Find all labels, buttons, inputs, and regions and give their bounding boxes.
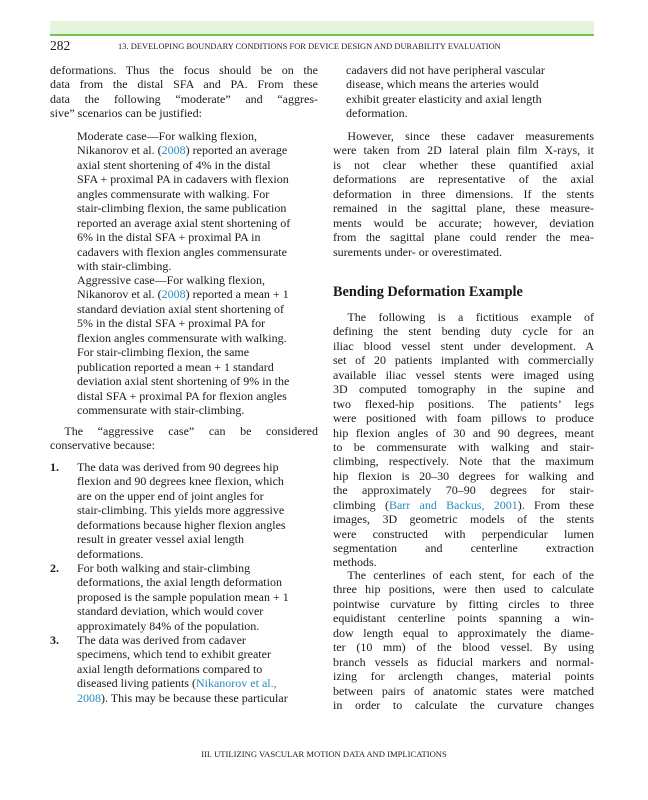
text-line: commensurate with stair-climbing. (77, 402, 245, 417)
text-line: distal SFA + proximal PA for flexion angles (77, 388, 287, 403)
text-line: defining the stent bending duty cycle for an (333, 324, 594, 339)
page-number: 282 (50, 38, 71, 53)
text-line: are on the upper end of joint angles for (77, 488, 264, 503)
text-line: hip flexion angles of 30 and 90 degrees, meant (333, 425, 594, 440)
text-line: climbing, respectively. Note that the maximum (333, 454, 594, 469)
text-line: ments would be accurate; however, deviation (333, 215, 594, 230)
text-line: surements under- or overestimated. (333, 244, 503, 259)
text-line: were taken from 2D lateral plain film X-rays, it (333, 143, 594, 158)
text-line: deformations are representative of the axial (333, 172, 594, 187)
text-line (333, 498, 594, 512)
text-line: The data was derived from cadaver (77, 633, 246, 647)
paragraph (333, 129, 594, 259)
text-segment: Nikanorov et al. ( (77, 287, 162, 302)
text-line: were constructed with perpendicular lumen (333, 526, 594, 541)
citation-link[interactable]: 2008 (161, 287, 186, 302)
text-line: axial length deformations compared to (77, 661, 263, 676)
text-line: Moderate case—For walking flexion, (77, 129, 257, 143)
text-line: deformations. (77, 546, 144, 561)
aggressive-case (77, 273, 318, 417)
text-line: is not clear whether these quantified axial (333, 157, 594, 172)
list-item (77, 633, 318, 705)
text-line: remained in the sagittal plane, these measure- (333, 201, 594, 216)
text-line: The data was derived from 90 degrees hip (77, 460, 279, 474)
text-line: deformations. Thus the focus should be on the (50, 63, 318, 77)
text-line: cadavers with flexion angles commensurate (77, 244, 287, 259)
text-line: conservative because: (50, 438, 155, 453)
text-line (77, 676, 318, 690)
text-line: to be commensurate with walking and stair- (333, 439, 594, 454)
text-line: were positioned with foam pillows to produce (333, 411, 594, 426)
text-line: cadavers did not have peripheral vascular (346, 63, 545, 77)
text-line: disease, which means the arteries would (346, 77, 539, 92)
section-heading: Bending Deformation Example (333, 284, 523, 300)
citation-link[interactable]: Barr and Backus, 2001 (388, 497, 518, 512)
text-line: with stair-climbing. (77, 258, 172, 273)
text-line (77, 287, 318, 301)
page-footer: III. UTILIZING VASCULAR MOTION DATA AND IMPLICATIONS (201, 749, 447, 759)
text-line: available iliac vessel stents were imaged using (333, 367, 594, 382)
text-line (77, 691, 318, 705)
text-line: The “aggressive case” can be considered (50, 424, 318, 438)
paragraph (346, 63, 594, 121)
text-line: The following is a fictitious example of (333, 310, 594, 324)
text-line: standard deviation axial stent shortening of (77, 301, 284, 316)
text-line: stair-climbing. This yields more aggressive (77, 503, 285, 518)
text-line: methods. (333, 555, 377, 570)
text-line: deviation axial stent shortening of 9% in the (77, 374, 290, 389)
text-line: The centerlines of each stent, for each of the (333, 568, 594, 582)
text-line: Aggressive case—For walking flexion, (77, 273, 265, 287)
text-line: set of 20 patients implanted with commercially (333, 353, 594, 368)
paragraph (333, 568, 594, 712)
text-line: proposed is the sample population mean + 1 (77, 589, 289, 604)
text-segment: climbing ( (333, 497, 389, 512)
text-line: stair-climbing flexion, the same publication (77, 201, 287, 216)
citation-link[interactable]: 2008 (161, 143, 186, 158)
text-segment: diseased living patients ( (77, 676, 196, 691)
text-line: between pairs of anatomic states were matched (333, 683, 594, 698)
text-line: dow length equal to approximately the diame- (333, 625, 594, 640)
text-line: deformation in three dimensions. If the stents (333, 186, 594, 201)
text-line: pointwise curvature by fitting circles to three (333, 596, 594, 611)
text-line: ter (10 mm) of the blood vessel. By using (333, 640, 594, 655)
text-line: deformations, the axial length deformation (77, 575, 282, 590)
text-segment: ). From these (517, 497, 594, 512)
paragraph (50, 63, 318, 121)
chapter-title: 13. DEVELOPING BOUNDARY CONDITIONS FOR DEVICE DESIGN AND DURABILITY EVALUATION (118, 42, 501, 51)
text-line: three hip positions, were then used to calculate (333, 582, 594, 597)
text-line: axial stent shortening of 4% in the distal (77, 157, 271, 172)
moderate-case (77, 129, 318, 273)
text-line: standard deviation, which would cover (77, 604, 264, 619)
text-line: sive” scenarios can be justified: (50, 106, 202, 121)
list-number: 1. (50, 460, 59, 474)
list-item (77, 460, 318, 561)
text-line: result in greater vessel axial length (77, 532, 244, 547)
text-line: For stair-climbing flexion, the same (77, 345, 250, 360)
citation-link[interactable]: Nikanorov et al., (195, 676, 277, 691)
text-line: flexion and 90 degrees knee flexion, which (77, 474, 284, 489)
text-segment: ). This may be because these particular (101, 690, 288, 705)
text-segment: Nikanorov et al. ( (77, 143, 162, 158)
text-line: specimens, which tend to exhibit greater (77, 647, 271, 662)
text-line: images, 3D geometric models of the stents (333, 512, 594, 527)
text-line: deformations because higher flexion angles (77, 517, 286, 532)
text-line: hip flexion is 20–30 degrees for walking and (333, 468, 594, 483)
text-line: 3D computed tomography in the supine and (333, 382, 594, 397)
list-item (77, 561, 318, 633)
list-number: 3. (50, 633, 59, 647)
text-line: branch vessels as fiducial markers and normal- (333, 654, 594, 669)
text-line: from the sagittal plane could render the mea- (333, 230, 594, 245)
text-line: equidistant centerline points spanning a win- (333, 611, 594, 626)
text-line: deformation. (346, 106, 408, 121)
text-line: angles commensurate with walking. For (77, 186, 270, 201)
paragraph (50, 424, 318, 453)
text-segment: ) reported an average (185, 143, 288, 158)
text-line: the approximately 70–90 degrees for stair- (333, 483, 594, 498)
text-line: data from the distal SFA and PA. From these (50, 77, 318, 92)
text-line: data the following “moderate” and “aggres- (50, 91, 318, 106)
text-segment: ) reported a mean + 1 (185, 287, 289, 302)
citation-link[interactable]: 2008 (77, 690, 101, 705)
text-line: reported an average axial stent shortening of (77, 215, 291, 230)
text-line: segmentation and centerline extraction (333, 541, 594, 555)
text-line: exhibit greater elasticity and axial length (346, 91, 542, 106)
paragraph (333, 310, 594, 570)
text-line: two flexed-hip positions. The patients’ legs (333, 396, 594, 411)
text-line: SFA + proximal PA in cadavers with flexion (77, 172, 289, 187)
text-line: iliac blood vessel stent under development. A (333, 338, 594, 353)
text-line: However, since these cadaver measurements (333, 129, 594, 143)
text-line: For both walking and stair-climbing (77, 561, 251, 575)
header-band (50, 21, 594, 36)
text-line (77, 143, 318, 157)
text-line: publication reported a mean + 1 standard (77, 359, 274, 374)
list-number: 2. (50, 561, 59, 575)
text-line: 6% in the distal SFA + proximal PA in (77, 230, 261, 245)
text-line: izing for arclength changes, material points (333, 669, 594, 684)
text-line: approximately 84% of the population. (77, 618, 260, 633)
text-line: in order to calculate the curvature changes (333, 697, 594, 712)
text-line: flexion angles commensurate with walking. (77, 330, 287, 345)
text-line: 5% in the distal SFA + proximal PA for (77, 316, 266, 331)
